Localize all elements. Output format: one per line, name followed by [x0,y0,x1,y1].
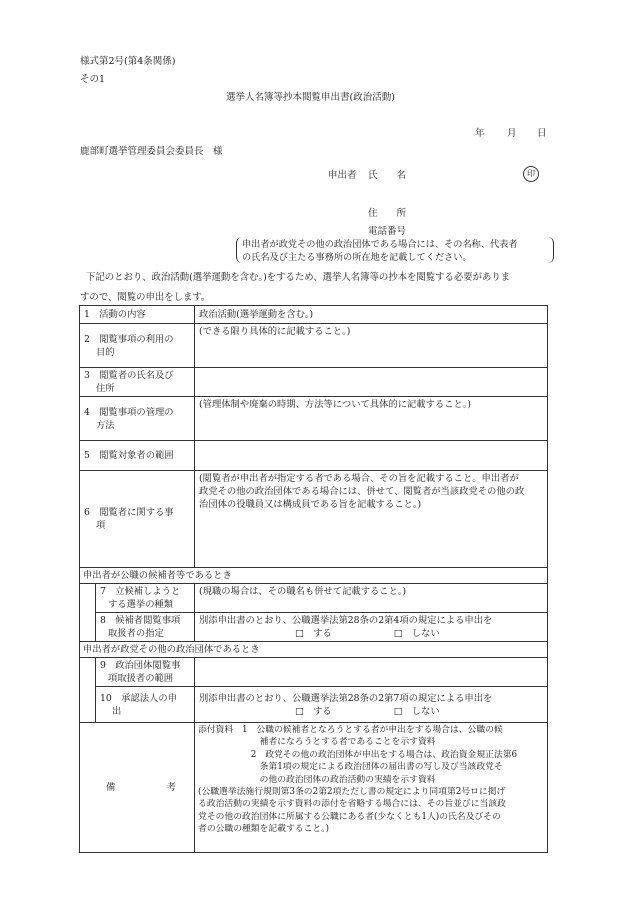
section-party-heading: 申出者が政党その他の政治団体であるとき [80,642,548,658]
page-title: 選挙人名簿等抄本閲覧申出書(政治活動) [226,92,395,103]
row-section-party [80,642,548,658]
date-year: 年 [475,128,485,139]
viewer-info-label-line1: 6 閲覧者に関する事 [84,507,174,518]
viewer-info-label-line2: 項 [96,520,106,531]
approved-corp-value [195,687,548,723]
management-label [80,397,195,441]
scope-value[interactable] [195,441,548,471]
indent-cell [80,658,96,687]
approved-corp-options [199,705,543,718]
activity-label: 1 活動の内容 [80,306,195,324]
viewer-info-value-line2: 政党その他の政治団体である場合には、併せて、閲覧者が当該政党その他の政 [199,486,525,497]
approved-corp-label-line2: 出 [112,705,122,717]
approved-corp-label [96,687,195,723]
remarks-label-text [84,781,190,794]
party-handler-label-line1: 9 政治団体閲覧事 [100,660,181,671]
remarks-label-char1: 備 [106,782,116,793]
viewer-info-value-line1: (閲覧者が申出者が指定する者である場合、その旨を記載すること。申出者が [199,473,519,484]
candidate-handler-value [195,613,548,642]
remarks-label-char2: 考 [166,782,177,793]
remarks-value [195,723,548,853]
candidate-handler-label-line1: 8 候補者閲覧事項 [100,615,181,626]
viewer-info-value-line3: 治団体の役職員又は構成員である旨を記載すること。) [199,499,422,510]
row-activity [80,306,548,324]
management-value[interactable]: (管理体制や廃棄の時期、方法等について具体的に記載すること。) [195,397,548,441]
party-handler-label-line2: 項取扱者の範囲 [108,673,174,684]
candidate-handler-label [96,613,195,642]
election-type-label-line2: する選挙の種類 [108,599,174,610]
sub-number: その1 [80,74,106,85]
viewer-name-label-line1: 3 閲覧者の氏名及び [84,370,174,381]
row-approved-corp [80,687,548,723]
row-management [80,397,548,441]
indent-cell [80,687,96,723]
attachment-line-1: 添付資料 1 公職の候補者となろうとする者が申出をする場合は、公職の候 [198,725,503,735]
attachment-line-5: の他の政治団体の政治活動の実績を示す資料 [198,774,436,785]
seal-mark: 印 [523,166,539,182]
row-viewer-info [80,471,548,568]
approved-corp-label-line1: 10 承認法人の申 [100,692,177,704]
purpose-label-line2: 目的 [96,346,115,358]
form-number: 様式第2号(第4条関係) [80,56,176,67]
date-day: 日 [537,128,547,139]
name-label: 氏 名 [368,170,407,181]
approved-corp-statement: 別添申出書のとおり、公職選挙法第28条の2第7項の規定による申出を [199,692,493,704]
attachment-line-9: 者の公職の種類を記載すること。) [198,824,330,835]
attachment-line-6: (公職選挙法施行規則第3条の2第2項ただし書の規定により同項第2号ロに掲げ [198,787,506,798]
candidate-handler-no-checkbox[interactable]: □ しない [393,628,440,639]
candidate-handler-options [199,627,543,640]
election-type-label-line1: 7 立候補しようと [100,586,181,597]
attachment-line-4: 条第1項の規定による政治団体の届出書の写し及び当該政党そ [198,762,503,773]
row-party-handler [80,658,548,687]
applicant-note-line1: 申出者が政党その他の政治団体である場合には、その名称、代表者 [242,239,518,250]
candidate-handler-statement: 別添申出書のとおり、公職選挙法第28条の2第4項の規定による申出を [199,615,493,626]
scope-label: 5 閲覧対象者の範囲 [80,441,195,471]
activity-value: 政治活動(選挙運動を含む。) [195,306,548,324]
candidate-handler-label-line2: 取扱者の指定 [108,628,164,639]
attachment-line-7: る政治活動の実績を示す資料の添付を省略する場合には、その旨並びに当該政 [198,799,506,810]
attachment-line-2: 補者になろうとする者であることを示す資料 [198,737,436,748]
address-label: 住 所 [368,208,407,219]
management-label-line1: 4 閲覧事項の管理の [84,406,174,418]
management-label-line2: 方法 [96,419,115,431]
viewer-info-value[interactable] [195,471,548,568]
phone-label: 電話番号 [368,226,407,237]
intro-line2: すので、閲覧の申出をします。 [80,292,211,303]
row-purpose [80,324,548,368]
attachment-line-3: 2 政党その他の政治団体が申出をする場合は、政治資金規正法第6 [198,749,518,760]
section-candidate-heading: 申出者が公職の候補者等であるとき [80,568,548,584]
purpose-value[interactable]: (できる限り具体的に記載すること。) [195,324,548,368]
row-remarks [80,723,548,853]
viewer-name-value[interactable] [195,368,548,397]
date-month: 月 [507,128,517,139]
election-type-value[interactable]: (現職の場合は、その職名も併せて記載すること。) [195,584,548,613]
viewer-info-label [80,471,195,568]
application-table [79,305,548,853]
party-handler-value[interactable] [195,658,548,687]
indent-cell [80,584,96,613]
intro-line1: 下記のとおり、政治活動(選挙運動を含む。)をするため、選挙人名簿等の抄本を閲覧する必要がありま [86,272,511,283]
viewer-name-label-line2: 住所 [96,383,115,394]
election-type-label [96,584,195,613]
row-viewer-name [80,368,548,397]
row-section-candidate [80,568,548,584]
indent-cell [80,613,96,642]
applicant-note-line2: の氏名及び主たる事務所の所在地を記載してください。 [242,252,472,263]
candidate-handler-yes-checkbox[interactable]: □ する [295,628,332,639]
approved-corp-no-checkbox[interactable]: □ しない [393,705,440,717]
applicant-label: 申出者 [328,170,357,181]
approved-corp-yes-checkbox[interactable]: □ する [295,705,332,717]
viewer-name-label [80,368,195,397]
addressee: 鹿部町選挙管理委員会委員長 様 [80,146,223,157]
purpose-label [80,324,195,368]
purpose-label-line1: 2 閲覧事項の利用の [84,333,174,345]
attachment-line-8: 党その他の政治団体に所属する公職にある者(少なくとも1人)の氏名及びその [198,811,501,822]
remarks-label [80,723,195,853]
row-candidate-handler [80,613,548,642]
row-election-type [80,584,548,613]
party-handler-label [96,658,195,687]
row-scope [80,441,548,471]
